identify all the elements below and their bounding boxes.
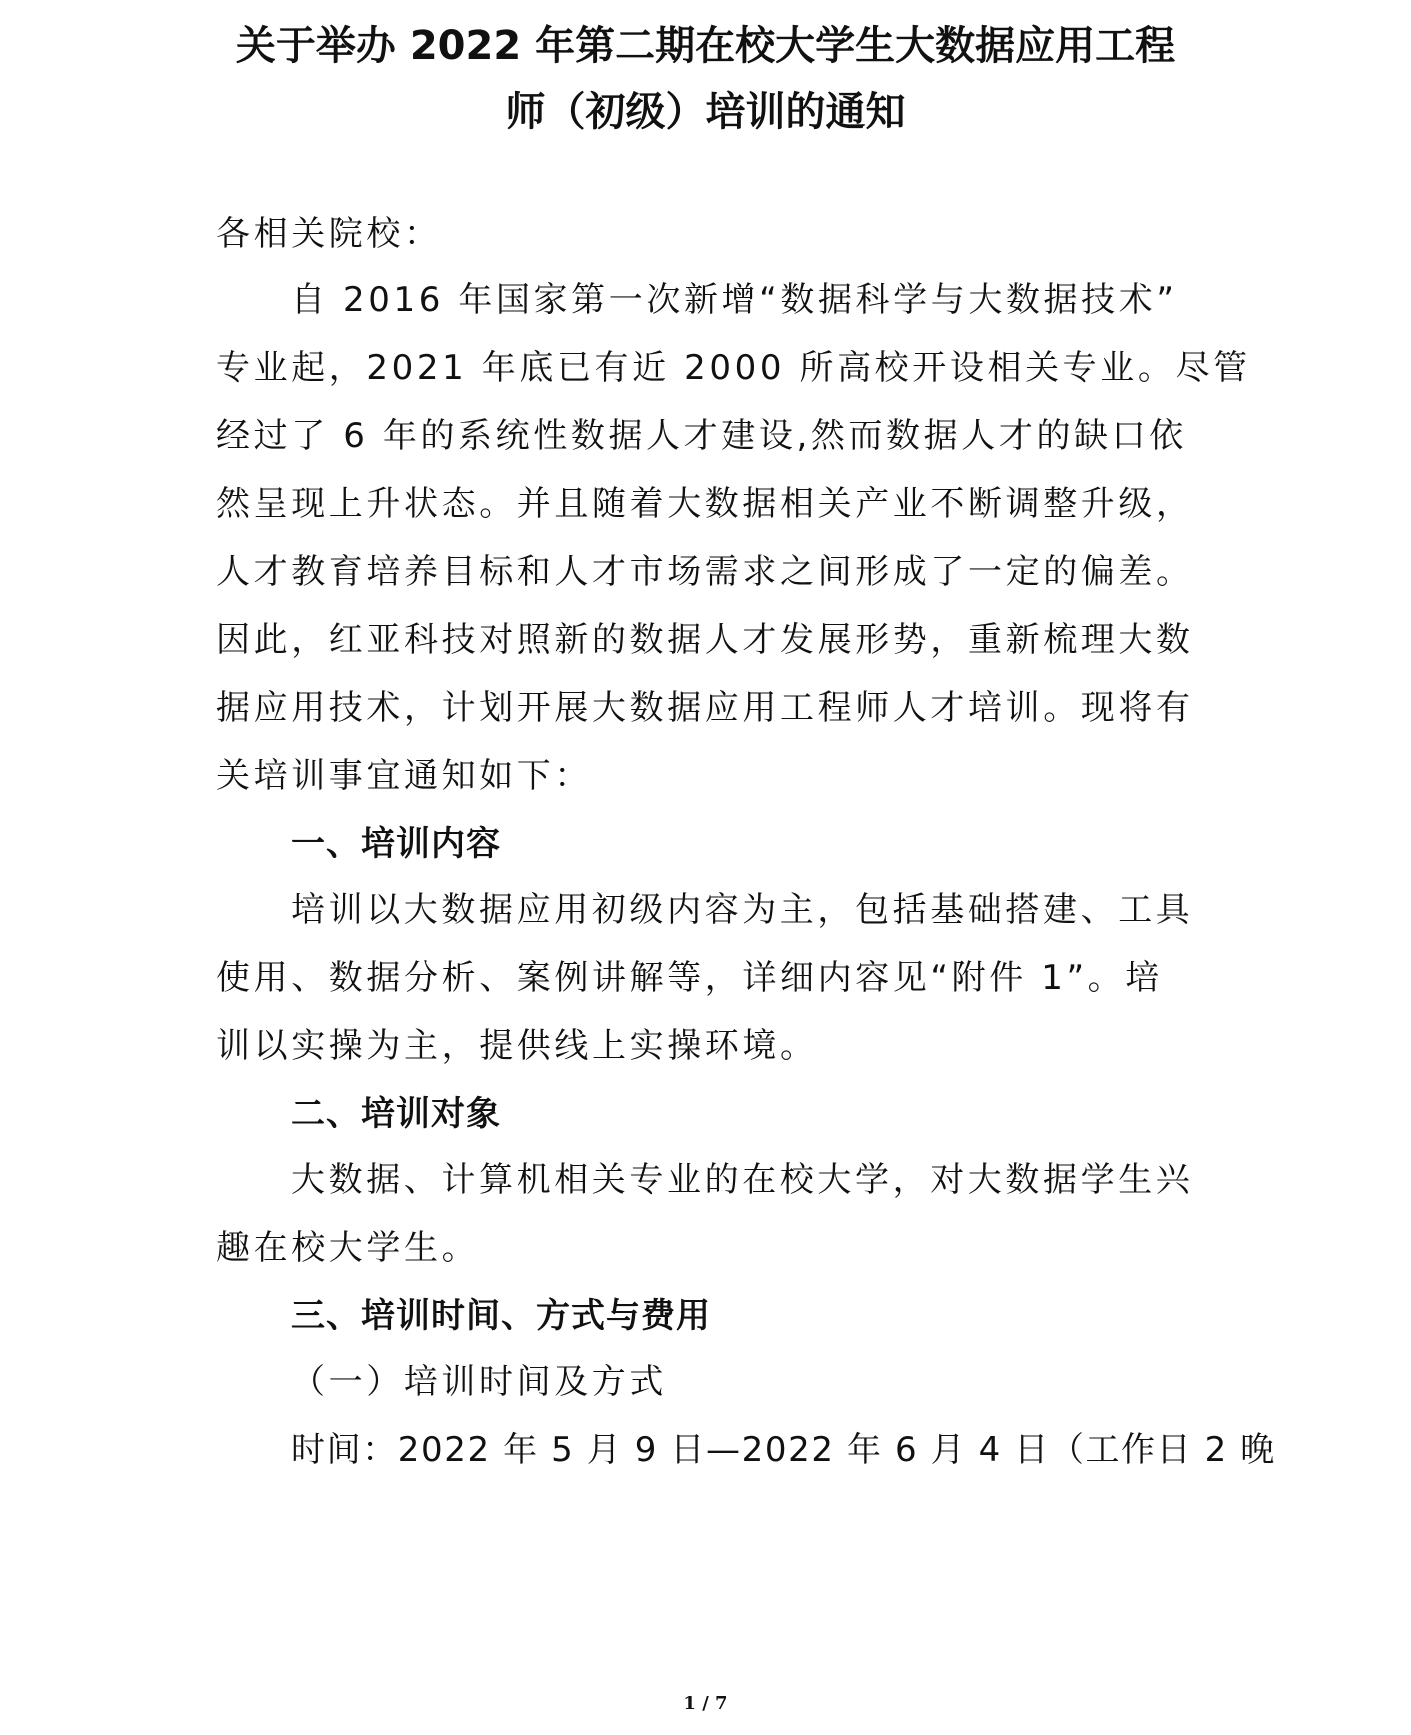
intro-line: 然呈现上升状态。并且随着大数据相关产业不断调整升级， (216, 484, 1194, 524)
salutation: 各相关院校： (216, 214, 442, 254)
section1-line: 培训以大数据应用初级内容为主，包括基础搭建、工具 (291, 890, 1194, 930)
page-number: 1 / 7 (683, 1693, 728, 1714)
section-heading-content: 一、培训内容 (291, 824, 501, 864)
intro-line: 人才教育培养目标和人才市场需求之间形成了一定的偏差。 (216, 552, 1194, 592)
section1-line: 使用、数据分析、案例讲解等，详细内容见“附件 1”。培 (216, 958, 1163, 998)
section2-line: 大数据、计算机相关专业的在校大学，对大数据学生兴 (291, 1160, 1194, 1200)
section2-line: 趣在校大学生。 (216, 1228, 480, 1268)
document-title-line-1: 关于举办 2022 年第二期在校大学生大数据应用工程 (235, 23, 1176, 69)
section-heading-audience: 二、培训对象 (291, 1094, 501, 1134)
intro-line: 关培训事宜通知如下： (216, 756, 592, 796)
intro-line: 据应用技术，计划开展大数据应用工程师人才培训。现将有 (216, 688, 1194, 728)
document-title-line-2: 师（初级）培训的通知 (505, 89, 906, 135)
section1-line: 训以实操为主，提供线上实操环境。 (216, 1026, 818, 1066)
intro-line: 自 2016 年国家第一次新增“数据科学与大数据技术” (291, 280, 1178, 320)
section-heading-time-fee: 三、培训时间、方式与费用 (291, 1296, 711, 1336)
intro-line: 经过了 6 年的系统性数据人才建设,然而数据人才的缺口依 (216, 416, 1187, 456)
subsection-heading-time-method: （一）培训时间及方式 (291, 1362, 667, 1402)
intro-line: 专业起，2021 年底已有近 2000 所高校开设相关专业。尽管 (216, 348, 1251, 388)
training-time-line: 时间：2022 年 5 月 9 日—2022 年 6 月 4 日（工作日 2 晚 (291, 1430, 1276, 1470)
intro-line: 因此，红亚科技对照新的数据人才发展形势，重新梳理大数 (216, 620, 1194, 660)
